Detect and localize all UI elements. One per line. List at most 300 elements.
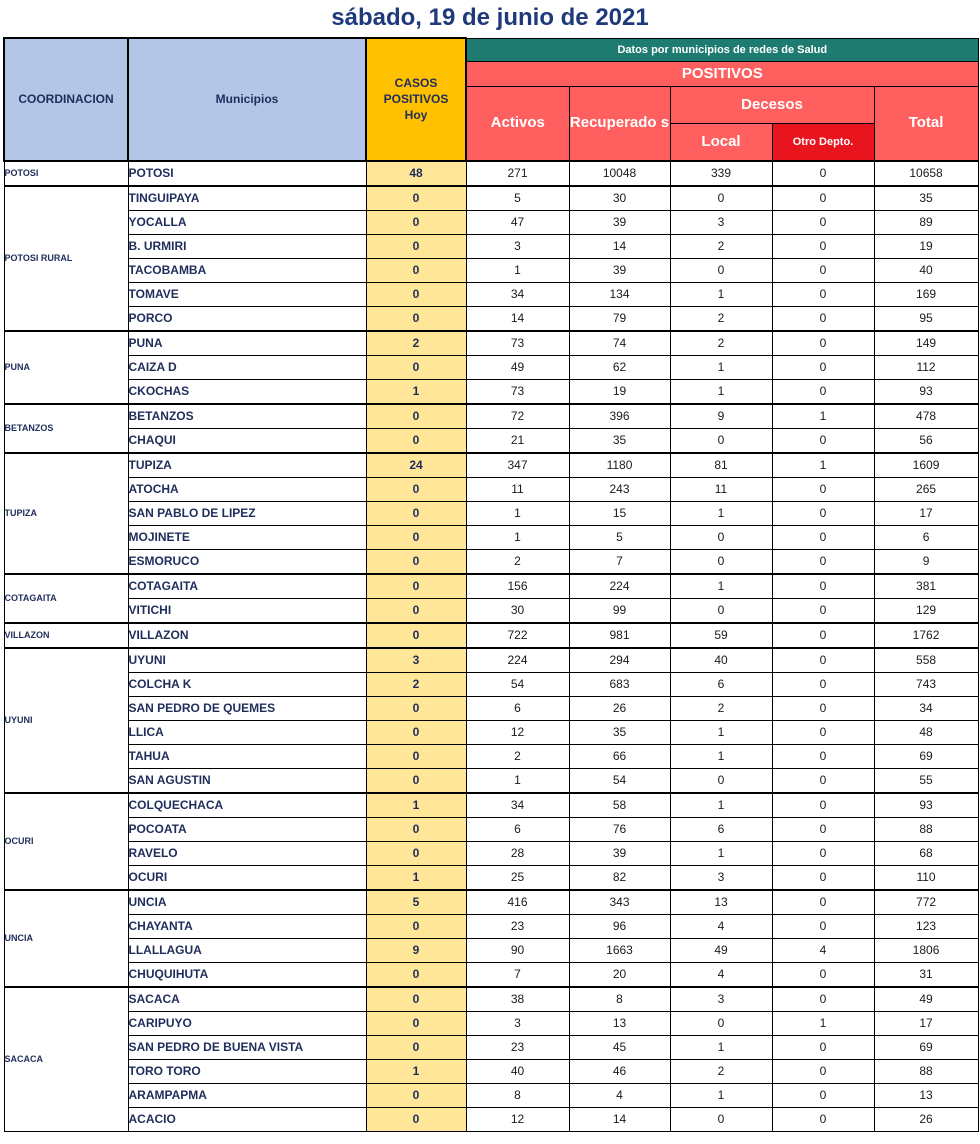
- decesos-local-cell: 2: [670, 696, 772, 720]
- casos-hoy-cell: 0: [366, 744, 466, 768]
- total-cell: 558: [874, 648, 978, 673]
- decesos-otro-cell: 0: [772, 914, 874, 938]
- recuperados-cell: 15: [569, 501, 670, 525]
- municipio-cell: CARIPUYO: [128, 1011, 366, 1035]
- decesos-local-cell: 2: [670, 234, 772, 258]
- table-row: [4, 404, 978, 429]
- activos-cell: 73: [466, 379, 569, 404]
- table-row: [4, 938, 978, 962]
- recuperados-cell: 13: [569, 1011, 670, 1035]
- coordinacion-cell: SACACA: [4, 987, 128, 1132]
- total-cell: 68: [874, 841, 978, 865]
- casos-hoy-cell: 0: [366, 574, 466, 599]
- activos-cell: 1: [466, 258, 569, 282]
- table-row: [4, 914, 978, 938]
- table-row: [4, 549, 978, 574]
- total-cell: 149: [874, 331, 978, 356]
- recuperados-cell: 10048: [569, 161, 670, 186]
- casos-hoy-cell: 1: [366, 793, 466, 818]
- header-decesos: Decesos: [670, 86, 874, 123]
- municipio-cell: TOMAVE: [128, 282, 366, 306]
- recuperados-cell: 74: [569, 331, 670, 356]
- decesos-local-cell: 3: [670, 987, 772, 1012]
- casos-hoy-cell: 0: [366, 914, 466, 938]
- decesos-local-cell: 0: [670, 1011, 772, 1035]
- activos-cell: 6: [466, 817, 569, 841]
- activos-cell: 1: [466, 525, 569, 549]
- decesos-local-cell: 0: [670, 1107, 772, 1131]
- decesos-otro-cell: 0: [772, 549, 874, 574]
- recuperados-cell: 8: [569, 987, 670, 1012]
- casos-hoy-cell: 9: [366, 938, 466, 962]
- activos-cell: 14: [466, 306, 569, 331]
- activos-cell: 347: [466, 453, 569, 478]
- table-row: [4, 841, 978, 865]
- casos-hoy-cell: 24: [366, 453, 466, 478]
- decesos-local-cell: 1: [670, 379, 772, 404]
- decesos-otro-cell: 0: [772, 1107, 874, 1131]
- table-row: [4, 331, 978, 356]
- coordinacion-cell: UNCIA: [4, 890, 128, 987]
- decesos-otro-cell: 0: [772, 793, 874, 818]
- decesos-local-cell: 1: [670, 355, 772, 379]
- decesos-otro-cell: 0: [772, 355, 874, 379]
- decesos-local-cell: 0: [670, 186, 772, 211]
- decesos-local-cell: 11: [670, 477, 772, 501]
- table-row: [4, 768, 978, 793]
- table-row: [4, 210, 978, 234]
- casos-hoy-cell: 1: [366, 379, 466, 404]
- decesos-local-cell: 0: [670, 549, 772, 574]
- activos-cell: 8: [466, 1083, 569, 1107]
- total-cell: 95: [874, 306, 978, 331]
- casos-hoy-cell: 0: [366, 258, 466, 282]
- casos-hoy-cell: 0: [366, 186, 466, 211]
- municipio-cell: CKOCHAS: [128, 379, 366, 404]
- municipio-cell: OCURI: [128, 865, 366, 890]
- casos-hoy-cell: 1: [366, 865, 466, 890]
- table-row: [4, 477, 978, 501]
- total-cell: 17: [874, 1011, 978, 1035]
- municipio-cell: ACACIO: [128, 1107, 366, 1131]
- table-row: [4, 234, 978, 258]
- casos-hoy-cell: 5: [366, 890, 466, 915]
- activos-cell: 11: [466, 477, 569, 501]
- decesos-local-cell: 49: [670, 938, 772, 962]
- total-cell: 265: [874, 477, 978, 501]
- coordinacion-cell: TUPIZA: [4, 453, 128, 574]
- recuperados-cell: 14: [569, 234, 670, 258]
- decesos-otro-cell: 0: [772, 744, 874, 768]
- municipio-cell: UNCIA: [128, 890, 366, 915]
- recuperados-cell: 224: [569, 574, 670, 599]
- report-date-title: sábado, 19 de junio de 2021: [331, 4, 649, 31]
- recuperados-cell: 76: [569, 817, 670, 841]
- total-cell: 55: [874, 768, 978, 793]
- decesos-local-cell: 2: [670, 306, 772, 331]
- table-row: [4, 525, 978, 549]
- total-cell: 1609: [874, 453, 978, 478]
- municipio-cell: SAN PEDRO DE BUENA VISTA: [128, 1035, 366, 1059]
- recuperados-cell: 58: [569, 793, 670, 818]
- municipio-cell: B. URMIRI: [128, 234, 366, 258]
- table-row: [4, 306, 978, 331]
- decesos-local-cell: 2: [670, 331, 772, 356]
- decesos-otro-cell: 0: [772, 234, 874, 258]
- decesos-otro-cell: 4: [772, 938, 874, 962]
- municipio-cell: ARAMPAPMA: [128, 1083, 366, 1107]
- recuperados-cell: 396: [569, 404, 670, 429]
- casos-hoy-cell: 0: [366, 1107, 466, 1131]
- total-cell: 381: [874, 574, 978, 599]
- activos-cell: 72: [466, 404, 569, 429]
- coordinacion-cell: POTOSI RURAL: [4, 186, 128, 331]
- decesos-local-cell: 4: [670, 962, 772, 987]
- decesos-otro-cell: 0: [772, 186, 874, 211]
- decesos-local-cell: 339: [670, 161, 772, 186]
- activos-cell: 722: [466, 623, 569, 648]
- municipio-cell: CHUQUIHUTA: [128, 962, 366, 987]
- header-recuperados: Recuperado s: [569, 86, 670, 161]
- decesos-otro-cell: 0: [772, 501, 874, 525]
- casos-hoy-cell: 0: [366, 501, 466, 525]
- municipio-cell: COLQUECHACA: [128, 793, 366, 818]
- activos-cell: 54: [466, 672, 569, 696]
- casos-hoy-cell: 0: [366, 841, 466, 865]
- activos-cell: 40: [466, 1059, 569, 1083]
- decesos-local-cell: 81: [670, 453, 772, 478]
- decesos-otro-cell: 0: [772, 574, 874, 599]
- casos-hoy-cell: 2: [366, 331, 466, 356]
- casos-hoy-cell: 0: [366, 210, 466, 234]
- table-row: [4, 355, 978, 379]
- activos-cell: 34: [466, 793, 569, 818]
- table-row: [4, 623, 978, 648]
- municipio-cell: MOJINETE: [128, 525, 366, 549]
- municipio-cell: CAIZA D: [128, 355, 366, 379]
- table-row: [4, 428, 978, 453]
- decesos-otro-cell: 0: [772, 477, 874, 501]
- decesos-otro-cell: 0: [772, 865, 874, 890]
- activos-cell: 1: [466, 768, 569, 793]
- municipio-cell: PUNA: [128, 331, 366, 356]
- recuperados-cell: 46: [569, 1059, 670, 1083]
- municipio-cell: VILLAZON: [128, 623, 366, 648]
- coordinacion-cell: UYUNI: [4, 648, 128, 793]
- casos-hoy-cell: 0: [366, 598, 466, 623]
- table-row: [4, 282, 978, 306]
- activos-cell: 28: [466, 841, 569, 865]
- municipio-cell: BETANZOS: [128, 404, 366, 429]
- table-row: [4, 501, 978, 525]
- recuperados-cell: 30: [569, 186, 670, 211]
- decesos-local-cell: 0: [670, 768, 772, 793]
- header-casos-positivos-hoy: [366, 38, 466, 161]
- recuperados-cell: 20: [569, 962, 670, 987]
- recuperados-cell: 1663: [569, 938, 670, 962]
- total-cell: 88: [874, 1059, 978, 1083]
- recuperados-cell: 134: [569, 282, 670, 306]
- activos-cell: 7: [466, 962, 569, 987]
- municipio-cell: COLCHA K: [128, 672, 366, 696]
- decesos-local-cell: 0: [670, 428, 772, 453]
- recuperados-cell: 14: [569, 1107, 670, 1131]
- casos-hoy-cell: 0: [366, 720, 466, 744]
- recuperados-cell: 54: [569, 768, 670, 793]
- recuperados-cell: 96: [569, 914, 670, 938]
- table-row: [4, 1083, 978, 1107]
- table-row: [4, 1107, 978, 1131]
- casos-hoy-cell: 2: [366, 672, 466, 696]
- decesos-local-cell: 1: [670, 841, 772, 865]
- municipio-cell: LLICA: [128, 720, 366, 744]
- table-row: [4, 890, 978, 915]
- header-coordinacion: COORDINACION: [4, 38, 128, 161]
- casos-hoy-cell: 0: [366, 477, 466, 501]
- recuperados-cell: 683: [569, 672, 670, 696]
- decesos-local-cell: 1: [670, 793, 772, 818]
- casos-hoy-cell: 0: [366, 234, 466, 258]
- total-cell: 35: [874, 186, 978, 211]
- decesos-local-cell: 9: [670, 404, 772, 429]
- table-row: [4, 453, 978, 478]
- total-cell: 93: [874, 379, 978, 404]
- recuperados-cell: 62: [569, 355, 670, 379]
- total-cell: 129: [874, 598, 978, 623]
- decesos-local-cell: 6: [670, 672, 772, 696]
- total-cell: 69: [874, 1035, 978, 1059]
- total-cell: 1806: [874, 938, 978, 962]
- recuperados-cell: 39: [569, 841, 670, 865]
- activos-cell: 3: [466, 1011, 569, 1035]
- recuperados-cell: 35: [569, 428, 670, 453]
- total-cell: 93: [874, 793, 978, 818]
- decesos-local-cell: 1: [670, 1083, 772, 1107]
- decesos-local-cell: 3: [670, 210, 772, 234]
- total-cell: 89: [874, 210, 978, 234]
- municipio-cell: UYUNI: [128, 648, 366, 673]
- table-row: [4, 962, 978, 987]
- total-cell: 69: [874, 744, 978, 768]
- table-row: [4, 186, 978, 211]
- table-row: [4, 379, 978, 404]
- casos-hoy-cell: 0: [366, 428, 466, 453]
- activos-cell: 38: [466, 987, 569, 1012]
- recuperados-cell: 243: [569, 477, 670, 501]
- decesos-otro-cell: 0: [772, 258, 874, 282]
- header-datos-por-municipios: Datos por municipios de redes de Salud: [466, 38, 978, 61]
- coordinacion-cell: OCURI: [4, 793, 128, 890]
- recuperados-cell: 343: [569, 890, 670, 915]
- casos-hoy-cell: 48: [366, 161, 466, 186]
- total-cell: 9: [874, 549, 978, 574]
- header-casos-line2: POSITIVOS: [383, 92, 449, 107]
- decesos-otro-cell: 0: [772, 598, 874, 623]
- municipio-cell: ESMORUCO: [128, 549, 366, 574]
- decesos-local-cell: 1: [670, 282, 772, 306]
- municipio-cell: RAVELO: [128, 841, 366, 865]
- decesos-local-cell: 1: [670, 1035, 772, 1059]
- table-row: [4, 817, 978, 841]
- total-cell: 123: [874, 914, 978, 938]
- decesos-local-cell: 40: [670, 648, 772, 673]
- table-row: [4, 672, 978, 696]
- casos-hoy-cell: 0: [366, 549, 466, 574]
- table-row: [4, 720, 978, 744]
- municipio-cell: TUPIZA: [128, 453, 366, 478]
- activos-cell: 47: [466, 210, 569, 234]
- decesos-otro-cell: 0: [772, 768, 874, 793]
- municipio-cell: TINGUIPAYA: [128, 186, 366, 211]
- activos-cell: 23: [466, 914, 569, 938]
- casos-hoy-cell: 0: [366, 962, 466, 987]
- activos-cell: 21: [466, 428, 569, 453]
- decesos-local-cell: 4: [670, 914, 772, 938]
- activos-cell: 2: [466, 744, 569, 768]
- total-cell: 6: [874, 525, 978, 549]
- decesos-local-cell: 13: [670, 890, 772, 915]
- municipio-cell: SAN AGUSTIN: [128, 768, 366, 793]
- recuperados-cell: 39: [569, 210, 670, 234]
- activos-cell: 416: [466, 890, 569, 915]
- decesos-otro-cell: 1: [772, 453, 874, 478]
- decesos-otro-cell: 0: [772, 623, 874, 648]
- coordinacion-cell: VILLAZON: [4, 623, 128, 648]
- recuperados-cell: 79: [569, 306, 670, 331]
- municipio-cell: SAN PEDRO DE QUEMES: [128, 696, 366, 720]
- activos-cell: 49: [466, 355, 569, 379]
- decesos-local-cell: 1: [670, 720, 772, 744]
- table-row: [4, 574, 978, 599]
- table-row: [4, 744, 978, 768]
- header-otro-depto: Otro Depto.: [772, 123, 874, 161]
- decesos-otro-cell: 0: [772, 1035, 874, 1059]
- table-header: [4, 38, 978, 161]
- casos-hoy-cell: 0: [366, 1035, 466, 1059]
- total-cell: 110: [874, 865, 978, 890]
- decesos-otro-cell: 0: [772, 210, 874, 234]
- municipio-cell: SACACA: [128, 987, 366, 1012]
- decesos-otro-cell: 0: [772, 1083, 874, 1107]
- casos-hoy-cell: 3: [366, 648, 466, 673]
- activos-cell: 30: [466, 598, 569, 623]
- coordinacion-cell: PUNA: [4, 331, 128, 404]
- municipio-cell: TACOBAMBA: [128, 258, 366, 282]
- casos-hoy-cell: 1: [366, 1059, 466, 1083]
- decesos-otro-cell: 1: [772, 404, 874, 429]
- activos-cell: 6: [466, 696, 569, 720]
- decesos-local-cell: 3: [670, 865, 772, 890]
- total-cell: 772: [874, 890, 978, 915]
- activos-cell: 90: [466, 938, 569, 962]
- recuperados-cell: 1180: [569, 453, 670, 478]
- total-cell: 1762: [874, 623, 978, 648]
- coordinacion-cell: POTOSI: [4, 161, 128, 186]
- recuperados-cell: 981: [569, 623, 670, 648]
- table-row: [4, 1059, 978, 1083]
- activos-cell: 23: [466, 1035, 569, 1059]
- activos-cell: 34: [466, 282, 569, 306]
- municipio-cell: COTAGAITA: [128, 574, 366, 599]
- decesos-local-cell: 1: [670, 501, 772, 525]
- casos-hoy-cell: 0: [366, 306, 466, 331]
- decesos-otro-cell: 0: [772, 379, 874, 404]
- recuperados-cell: 99: [569, 598, 670, 623]
- total-cell: 743: [874, 672, 978, 696]
- decesos-local-cell: 59: [670, 623, 772, 648]
- table-row: [4, 648, 978, 673]
- decesos-otro-cell: 0: [772, 428, 874, 453]
- decesos-otro-cell: 0: [772, 648, 874, 673]
- total-cell: 26: [874, 1107, 978, 1131]
- total-cell: 40: [874, 258, 978, 282]
- activos-cell: 1: [466, 501, 569, 525]
- decesos-otro-cell: 0: [772, 525, 874, 549]
- municipio-cell: POCOATA: [128, 817, 366, 841]
- decesos-otro-cell: 0: [772, 1059, 874, 1083]
- decesos-otro-cell: 0: [772, 306, 874, 331]
- municipio-cell: CHAYANTA: [128, 914, 366, 938]
- total-cell: 13: [874, 1083, 978, 1107]
- decesos-otro-cell: 0: [772, 331, 874, 356]
- total-cell: 10658: [874, 161, 978, 186]
- total-cell: 112: [874, 355, 978, 379]
- municipio-cell: VITICHI: [128, 598, 366, 623]
- municipio-cell: TAHUA: [128, 744, 366, 768]
- table-row: [4, 1011, 978, 1035]
- recuperados-cell: 19: [569, 379, 670, 404]
- municipio-cell: ATOCHA: [128, 477, 366, 501]
- decesos-local-cell: 0: [670, 598, 772, 623]
- casos-hoy-cell: 0: [366, 525, 466, 549]
- coordinacion-cell: BETANZOS: [4, 404, 128, 453]
- recuperados-cell: 4: [569, 1083, 670, 1107]
- decesos-local-cell: 6: [670, 817, 772, 841]
- decesos-otro-cell: 0: [772, 962, 874, 987]
- decesos-otro-cell: 0: [772, 841, 874, 865]
- activos-cell: 156: [466, 574, 569, 599]
- decesos-otro-cell: 0: [772, 890, 874, 915]
- recuperados-cell: 7: [569, 549, 670, 574]
- header-casos-line1: CASOS: [394, 76, 438, 91]
- casos-hoy-cell: 0: [366, 987, 466, 1012]
- table-row: [4, 1035, 978, 1059]
- table-row: [4, 793, 978, 818]
- casos-hoy-cell: 0: [366, 768, 466, 793]
- table-row: [4, 161, 978, 186]
- decesos-local-cell: 1: [670, 574, 772, 599]
- decesos-local-cell: 1: [670, 744, 772, 768]
- casos-hoy-cell: 0: [366, 282, 466, 306]
- activos-cell: 5: [466, 186, 569, 211]
- activos-cell: 73: [466, 331, 569, 356]
- header-local: Local: [670, 123, 772, 161]
- table-body: [4, 161, 978, 1132]
- covid-cases-table: [3, 37, 979, 1132]
- activos-cell: 25: [466, 865, 569, 890]
- decesos-otro-cell: 0: [772, 987, 874, 1012]
- activos-cell: 271: [466, 161, 569, 186]
- total-cell: 34: [874, 696, 978, 720]
- recuperados-cell: 5: [569, 525, 670, 549]
- casos-hoy-cell: 0: [366, 404, 466, 429]
- total-cell: 169: [874, 282, 978, 306]
- table-row: [4, 987, 978, 1012]
- recuperados-cell: 26: [569, 696, 670, 720]
- recuperados-cell: 39: [569, 258, 670, 282]
- activos-cell: 2: [466, 549, 569, 574]
- decesos-local-cell: 0: [670, 525, 772, 549]
